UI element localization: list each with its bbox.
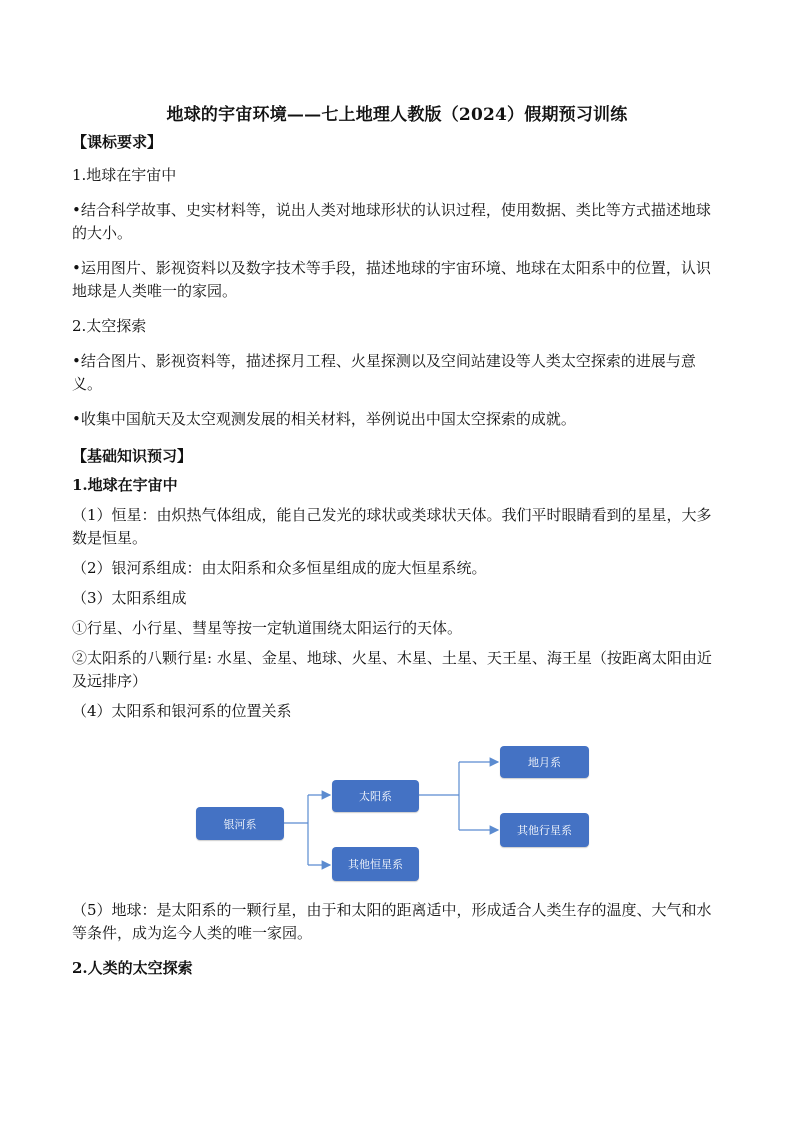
preview-p2: （2）银河系组成：由太阳系和众多恒星组成的庞大恒星系统。 xyxy=(72,559,487,577)
preview-p7: （5）地球：是太阳系的一颗行星，由于和太阳的距离适中，形成适合人类生存的温度、大气和水等条件，成为迄今人类的唯一家园。 xyxy=(72,901,712,942)
preview-p6: （4）太阳系和银河系的位置关系 xyxy=(72,702,292,720)
standards-heading: 【课标要求】 xyxy=(72,133,163,151)
node-earth-moon-system: 地月系 xyxy=(500,746,589,778)
galaxy-diagram xyxy=(72,737,722,887)
preview-sec2: 2.人类的太空探索 xyxy=(72,959,193,977)
node-galaxy: 银河系 xyxy=(196,807,284,840)
preview-p4: ①行星、小行星、彗星等按一定轨道围绕太阳运行的天体。 xyxy=(72,619,463,637)
standards-item3: •结合图片、影视资料等，描述探月工程、火星探测以及空间站建设等人类太空探索的进展与意义。 xyxy=(72,352,696,393)
standards-item4: •收集中国航天及太空观测发展的相关材料，举例说出中国太空探索的成就。 xyxy=(72,410,576,428)
preview-p1: （1）恒星：由炽热气体组成，能自己发光的球状或类球状天体。我们平时眼睛看到的星星，大多数是恒星。 xyxy=(72,506,712,547)
standards-sec1: 1.地球在宇宙中 xyxy=(72,166,177,184)
node-solar-system: 太阳系 xyxy=(332,780,419,812)
page-title: 地球的宇宙环境——七上地理人教版（2024）假期预习训练 xyxy=(166,105,628,125)
standards-item2: •运用图片、影视资料以及数字技术等手段，描述地球的宇宙环境、地球在太阳系中的位置，认识地球是人类唯一的家园。 xyxy=(72,259,711,300)
preview-p5: ②太阳系的八颗行星: 水星、金星、地球、火星、木星、土星、天王星、海王星（按距离太阳由近及远排序） xyxy=(72,649,712,690)
preview-heading: 【基础知识预习】 xyxy=(72,447,193,465)
document-page xyxy=(72,100,722,980)
preview-sec1: 1.地球在宇宙中 xyxy=(72,476,178,494)
node-other-star-systems: 其他恒星系 xyxy=(332,847,419,881)
standards-item1: •结合科学故事、史实材料等，说出人类对地球形状的认识过程，使用数据、类比等方式描述地球的大小。 xyxy=(72,201,711,242)
standards-sec2: 2.太空探索 xyxy=(72,317,147,335)
node-other-planet-systems: 其他行星系 xyxy=(500,813,589,847)
preview-p3: （3）太阳系组成 xyxy=(72,589,187,607)
